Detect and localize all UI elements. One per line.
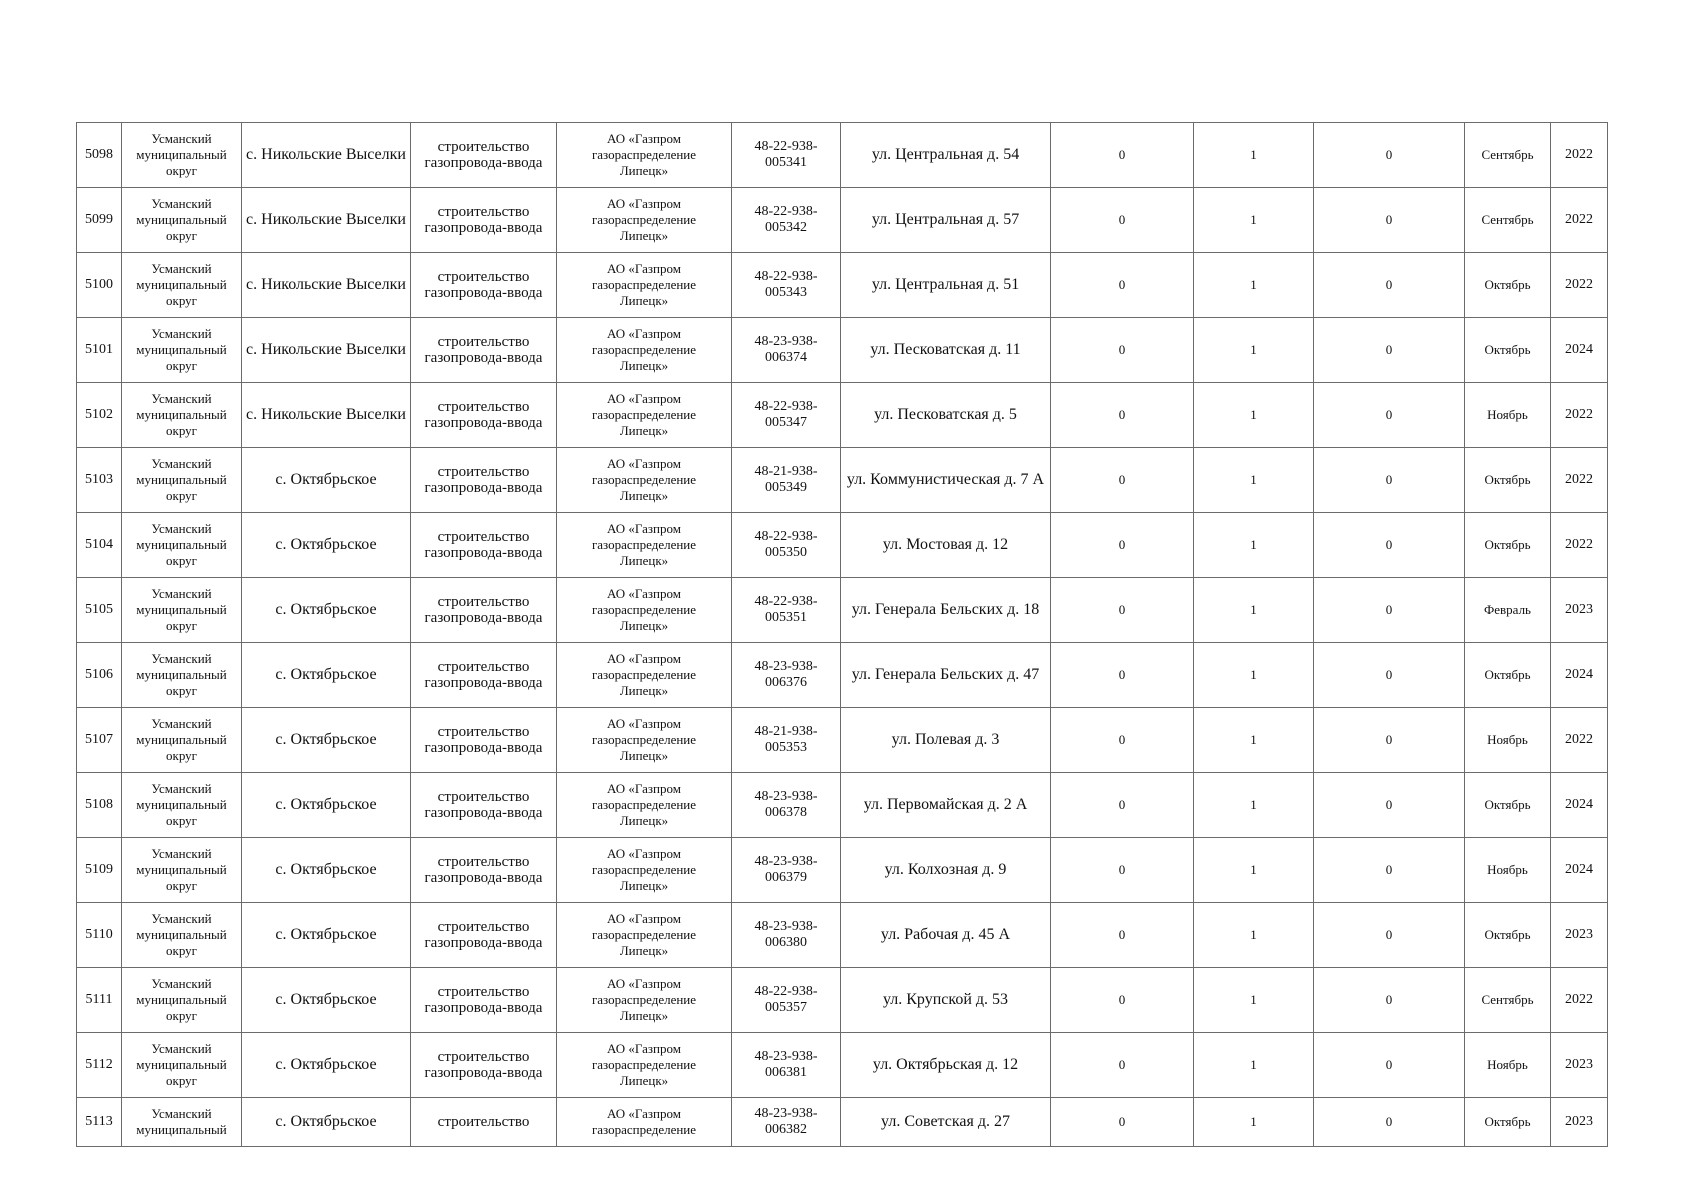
value-cell-1: 0 bbox=[1051, 578, 1194, 643]
table-row bbox=[77, 968, 1608, 1033]
value-cell-3: 0 bbox=[1314, 253, 1465, 318]
value-cell-2: 1 bbox=[1194, 253, 1314, 318]
value-cell-1: 0 bbox=[1051, 123, 1194, 188]
address-cell: ул. Колхозная д. 9 bbox=[841, 838, 1051, 903]
object-code-cell: 48-21-938- 005353 bbox=[732, 708, 841, 773]
object-code-cell: 48-22-938- 005342 bbox=[732, 188, 841, 253]
municipality-cell: Усманский муниципальный округ bbox=[122, 448, 242, 513]
month-cell: Октябрь bbox=[1465, 643, 1551, 708]
organization-cell: АО «Газпром газораспределение Липецк» bbox=[557, 448, 732, 513]
year-cell: 2022 bbox=[1551, 253, 1608, 318]
object-code-cell: 48-22-938- 005341 bbox=[732, 123, 841, 188]
row-number: 5106 bbox=[77, 643, 122, 708]
address-cell: ул. Мостовая д. 12 bbox=[841, 513, 1051, 578]
value-cell-3: 0 bbox=[1314, 188, 1465, 253]
work-type-cell: строительство газопровода-ввода bbox=[411, 968, 557, 1033]
settlement-cell: с. Октябрьское bbox=[242, 513, 411, 578]
address-cell: ул. Полевая д. 3 bbox=[841, 708, 1051, 773]
work-type-cell: строительство газопровода-ввода bbox=[411, 903, 557, 968]
object-code-cell: 48-22-938- 005347 bbox=[732, 383, 841, 448]
work-type-cell: строительство газопровода-ввода bbox=[411, 318, 557, 383]
work-type-cell: строительство газопровода-ввода bbox=[411, 123, 557, 188]
value-cell-1: 0 bbox=[1051, 448, 1194, 513]
table-row bbox=[77, 643, 1608, 708]
value-cell-3: 0 bbox=[1314, 123, 1465, 188]
value-cell-3: 0 bbox=[1314, 643, 1465, 708]
municipality-cell: Усманский муниципальный округ bbox=[122, 578, 242, 643]
organization-cell: АО «Газпром газораспределение Липецк» bbox=[557, 253, 732, 318]
month-cell: Октябрь bbox=[1465, 448, 1551, 513]
year-cell: 2023 bbox=[1551, 903, 1608, 968]
settlement-cell: с. Никольские Выселки bbox=[242, 383, 411, 448]
value-cell-2: 1 bbox=[1194, 448, 1314, 513]
object-code-cell: 48-23-938- 006380 bbox=[732, 903, 841, 968]
organization-cell: АО «Газпром газораспределение Липецк» bbox=[557, 318, 732, 383]
month-cell: Октябрь bbox=[1465, 253, 1551, 318]
row-number: 5109 bbox=[77, 838, 122, 903]
address-cell: ул. Центральная д. 54 bbox=[841, 123, 1051, 188]
value-cell-2: 1 bbox=[1194, 188, 1314, 253]
year-cell: 2024 bbox=[1551, 838, 1608, 903]
settlement-cell: с. Никольские Выселки bbox=[242, 123, 411, 188]
value-cell-1: 0 bbox=[1051, 513, 1194, 578]
organization-cell: АО «Газпром газораспределение Липецк» bbox=[557, 383, 732, 448]
value-cell-3: 0 bbox=[1314, 1033, 1465, 1098]
row-number: 5104 bbox=[77, 513, 122, 578]
table-row bbox=[77, 708, 1608, 773]
address-cell: ул. Генерала Бельских д. 47 bbox=[841, 643, 1051, 708]
value-cell-1: 0 bbox=[1051, 188, 1194, 253]
year-cell: 2022 bbox=[1551, 383, 1608, 448]
object-code-cell: 48-23-938- 006376 bbox=[732, 643, 841, 708]
work-type-cell: строительство газопровода-ввода bbox=[411, 1033, 557, 1098]
month-cell: Ноябрь bbox=[1465, 708, 1551, 773]
row-number: 5110 bbox=[77, 903, 122, 968]
value-cell-3: 0 bbox=[1314, 708, 1465, 773]
organization-cell: АО «Газпром газораспределение Липецк» bbox=[557, 773, 732, 838]
municipality-cell: Усманский муниципальный округ bbox=[122, 383, 242, 448]
organization-cell: АО «Газпром газораспределение Липецк» bbox=[557, 513, 732, 578]
settlement-cell: с. Никольские Выселки bbox=[242, 188, 411, 253]
address-cell: ул. Крупской д. 53 bbox=[841, 968, 1051, 1033]
municipality-cell: Усманский муниципальный округ bbox=[122, 773, 242, 838]
value-cell-1: 0 bbox=[1051, 318, 1194, 383]
table-row bbox=[77, 253, 1608, 318]
row-number: 5098 bbox=[77, 123, 122, 188]
value-cell-1: 0 bbox=[1051, 253, 1194, 318]
year-cell: 2022 bbox=[1551, 188, 1608, 253]
row-number: 5103 bbox=[77, 448, 122, 513]
address-cell: ул. Октябрьская д. 12 bbox=[841, 1033, 1051, 1098]
work-type-cell: строительство газопровода-ввода bbox=[411, 513, 557, 578]
year-cell: 2022 bbox=[1551, 123, 1608, 188]
object-code-cell: 48-23-938- 006379 bbox=[732, 838, 841, 903]
year-cell: 2024 bbox=[1551, 643, 1608, 708]
municipality-cell: Усманский муниципальный округ bbox=[122, 1033, 242, 1098]
settlement-cell: с. Октябрьское bbox=[242, 708, 411, 773]
work-type-cell: строительство газопровода-ввода bbox=[411, 448, 557, 513]
table-row bbox=[77, 318, 1608, 383]
row-number: 5102 bbox=[77, 383, 122, 448]
value-cell-1: 0 bbox=[1051, 968, 1194, 1033]
table-row bbox=[77, 773, 1608, 838]
object-code-cell: 48-21-938- 005349 bbox=[732, 448, 841, 513]
row-number: 5099 bbox=[77, 188, 122, 253]
year-cell: 2023 bbox=[1551, 578, 1608, 643]
table-row bbox=[77, 1098, 1608, 1147]
object-code-cell: 48-22-938- 005343 bbox=[732, 253, 841, 318]
table-row bbox=[77, 188, 1608, 253]
month-cell: Сентябрь bbox=[1465, 188, 1551, 253]
table-row bbox=[77, 383, 1608, 448]
address-cell: ул. Центральная д. 51 bbox=[841, 253, 1051, 318]
table-row bbox=[77, 578, 1608, 643]
organization-cell: АО «Газпром газораспределение Липецк» bbox=[557, 123, 732, 188]
row-number: 5101 bbox=[77, 318, 122, 383]
work-type-cell: строительство газопровода-ввода bbox=[411, 838, 557, 903]
month-cell: Октябрь bbox=[1465, 318, 1551, 383]
organization-cell: АО «Газпром газораспределение Липецк» bbox=[557, 708, 732, 773]
month-cell: Ноябрь bbox=[1465, 383, 1551, 448]
settlement-cell: с. Октябрьское bbox=[242, 448, 411, 513]
table-body bbox=[77, 123, 1608, 1147]
settlement-cell: с. Никольские Выселки bbox=[242, 253, 411, 318]
value-cell-2: 1 bbox=[1194, 513, 1314, 578]
value-cell-3: 0 bbox=[1314, 838, 1465, 903]
year-cell: 2022 bbox=[1551, 968, 1608, 1033]
address-cell: ул. Советская д. 27 bbox=[841, 1098, 1051, 1147]
municipality-cell: Усманский муниципальный округ bbox=[122, 123, 242, 188]
value-cell-1: 0 bbox=[1051, 838, 1194, 903]
object-code-cell: 48-22-938- 005351 bbox=[732, 578, 841, 643]
value-cell-3: 0 bbox=[1314, 383, 1465, 448]
work-type-cell: строительство газопровода-ввода bbox=[411, 253, 557, 318]
table-row bbox=[77, 123, 1608, 188]
value-cell-3: 0 bbox=[1314, 318, 1465, 383]
settlement-cell: с. Октябрьское bbox=[242, 903, 411, 968]
table-row bbox=[77, 513, 1608, 578]
value-cell-3: 0 bbox=[1314, 903, 1465, 968]
work-type-cell: строительство газопровода-ввода bbox=[411, 708, 557, 773]
month-cell: Ноябрь bbox=[1465, 1033, 1551, 1098]
value-cell-1: 0 bbox=[1051, 1098, 1194, 1147]
settlement-cell: с. Октябрьское bbox=[242, 643, 411, 708]
month-cell: Октябрь bbox=[1465, 773, 1551, 838]
municipality-cell: Усманский муниципальный округ bbox=[122, 253, 242, 318]
year-cell: 2023 bbox=[1551, 1098, 1608, 1147]
row-number: 5107 bbox=[77, 708, 122, 773]
organization-cell: АО «Газпром газораспределение Липецк» bbox=[557, 838, 732, 903]
work-type-cell: строительство газопровода-ввода bbox=[411, 188, 557, 253]
object-code-cell: 48-22-938- 005350 bbox=[732, 513, 841, 578]
municipality-cell: Усманский муниципальный округ bbox=[122, 643, 242, 708]
address-cell: ул. Рабочая д. 45 А bbox=[841, 903, 1051, 968]
address-cell: ул. Первомайская д. 2 А bbox=[841, 773, 1051, 838]
object-code-cell: 48-23-938- 006374 bbox=[732, 318, 841, 383]
organization-cell: АО «Газпром газораспределение bbox=[557, 1098, 732, 1147]
value-cell-2: 1 bbox=[1194, 708, 1314, 773]
value-cell-1: 0 bbox=[1051, 773, 1194, 838]
municipality-cell: Усманский муниципальный округ bbox=[122, 838, 242, 903]
value-cell-1: 0 bbox=[1051, 708, 1194, 773]
row-number: 5100 bbox=[77, 253, 122, 318]
month-cell: Октябрь bbox=[1465, 903, 1551, 968]
year-cell: 2022 bbox=[1551, 513, 1608, 578]
value-cell-2: 1 bbox=[1194, 578, 1314, 643]
municipality-cell: Усманский муниципальный bbox=[122, 1098, 242, 1147]
row-number: 5111 bbox=[77, 968, 122, 1033]
work-type-cell: строительство газопровода-ввода bbox=[411, 578, 557, 643]
settlement-cell: с. Октябрьское bbox=[242, 838, 411, 903]
work-type-cell: строительство газопровода-ввода bbox=[411, 383, 557, 448]
value-cell-3: 0 bbox=[1314, 578, 1465, 643]
municipality-cell: Усманский муниципальный округ bbox=[122, 968, 242, 1033]
row-number: 5113 bbox=[77, 1098, 122, 1147]
value-cell-3: 0 bbox=[1314, 448, 1465, 513]
organization-cell: АО «Газпром газораспределение Липецк» bbox=[557, 643, 732, 708]
municipality-cell: Усманский муниципальный округ bbox=[122, 708, 242, 773]
organization-cell: АО «Газпром газораспределение Липецк» bbox=[557, 903, 732, 968]
month-cell: Октябрь bbox=[1465, 513, 1551, 578]
municipality-cell: Усманский муниципальный округ bbox=[122, 903, 242, 968]
table-row bbox=[77, 448, 1608, 513]
year-cell: 2023 bbox=[1551, 1033, 1608, 1098]
address-cell: ул. Песковатская д. 5 bbox=[841, 383, 1051, 448]
organization-cell: АО «Газпром газораспределение Липецк» bbox=[557, 578, 732, 643]
value-cell-3: 0 bbox=[1314, 513, 1465, 578]
address-cell: ул. Центральная д. 57 bbox=[841, 188, 1051, 253]
value-cell-3: 0 bbox=[1314, 773, 1465, 838]
table-row bbox=[77, 903, 1608, 968]
settlement-cell: с. Октябрьское bbox=[242, 578, 411, 643]
address-cell: ул. Песковатская д. 11 bbox=[841, 318, 1051, 383]
value-cell-3: 0 bbox=[1314, 968, 1465, 1033]
year-cell: 2024 bbox=[1551, 773, 1608, 838]
month-cell: Сентябрь bbox=[1465, 968, 1551, 1033]
municipality-cell: Усманский муниципальный округ bbox=[122, 318, 242, 383]
work-type-cell: строительство газопровода-ввода bbox=[411, 773, 557, 838]
object-code-cell: 48-23-938- 006382 bbox=[732, 1098, 841, 1147]
value-cell-2: 1 bbox=[1194, 643, 1314, 708]
settlement-cell: с. Никольские Выселки bbox=[242, 318, 411, 383]
municipality-cell: Усманский муниципальный округ bbox=[122, 513, 242, 578]
year-cell: 2024 bbox=[1551, 318, 1608, 383]
year-cell: 2022 bbox=[1551, 448, 1608, 513]
value-cell-2: 1 bbox=[1194, 123, 1314, 188]
value-cell-2: 1 bbox=[1194, 903, 1314, 968]
work-type-cell: строительство bbox=[411, 1098, 557, 1147]
address-cell: ул. Генерала Бельских д. 18 bbox=[841, 578, 1051, 643]
value-cell-2: 1 bbox=[1194, 318, 1314, 383]
value-cell-1: 0 bbox=[1051, 903, 1194, 968]
municipality-cell: Усманский муниципальный округ bbox=[122, 188, 242, 253]
row-number: 5108 bbox=[77, 773, 122, 838]
settlement-cell: с. Октябрьское bbox=[242, 968, 411, 1033]
settlement-cell: с. Октябрьское bbox=[242, 773, 411, 838]
organization-cell: АО «Газпром газораспределение Липецк» bbox=[557, 188, 732, 253]
settlement-cell: с. Октябрьское bbox=[242, 1098, 411, 1147]
row-number: 5112 bbox=[77, 1033, 122, 1098]
work-type-cell: строительство газопровода-ввода bbox=[411, 643, 557, 708]
value-cell-1: 0 bbox=[1051, 383, 1194, 448]
address-cell: ул. Коммунистическая д. 7 А bbox=[841, 448, 1051, 513]
row-number: 5105 bbox=[77, 578, 122, 643]
table-row bbox=[77, 1033, 1608, 1098]
value-cell-2: 1 bbox=[1194, 968, 1314, 1033]
value-cell-2: 1 bbox=[1194, 1098, 1314, 1147]
month-cell: Октябрь bbox=[1465, 1098, 1551, 1147]
value-cell-3: 0 bbox=[1314, 1098, 1465, 1147]
month-cell: Ноябрь bbox=[1465, 838, 1551, 903]
value-cell-2: 1 bbox=[1194, 383, 1314, 448]
gas-connection-table bbox=[76, 122, 1608, 1147]
year-cell: 2022 bbox=[1551, 708, 1608, 773]
organization-cell: АО «Газпром газораспределение Липецк» bbox=[557, 968, 732, 1033]
month-cell: Февраль bbox=[1465, 578, 1551, 643]
month-cell: Сентябрь bbox=[1465, 123, 1551, 188]
table-row bbox=[77, 838, 1608, 903]
value-cell-1: 0 bbox=[1051, 1033, 1194, 1098]
organization-cell: АО «Газпром газораспределение Липецк» bbox=[557, 1033, 732, 1098]
object-code-cell: 48-23-938- 006378 bbox=[732, 773, 841, 838]
value-cell-2: 1 bbox=[1194, 838, 1314, 903]
object-code-cell: 48-22-938- 005357 bbox=[732, 968, 841, 1033]
settlement-cell: с. Октябрьское bbox=[242, 1033, 411, 1098]
object-code-cell: 48-23-938- 006381 bbox=[732, 1033, 841, 1098]
value-cell-2: 1 bbox=[1194, 1033, 1314, 1098]
value-cell-1: 0 bbox=[1051, 643, 1194, 708]
value-cell-2: 1 bbox=[1194, 773, 1314, 838]
